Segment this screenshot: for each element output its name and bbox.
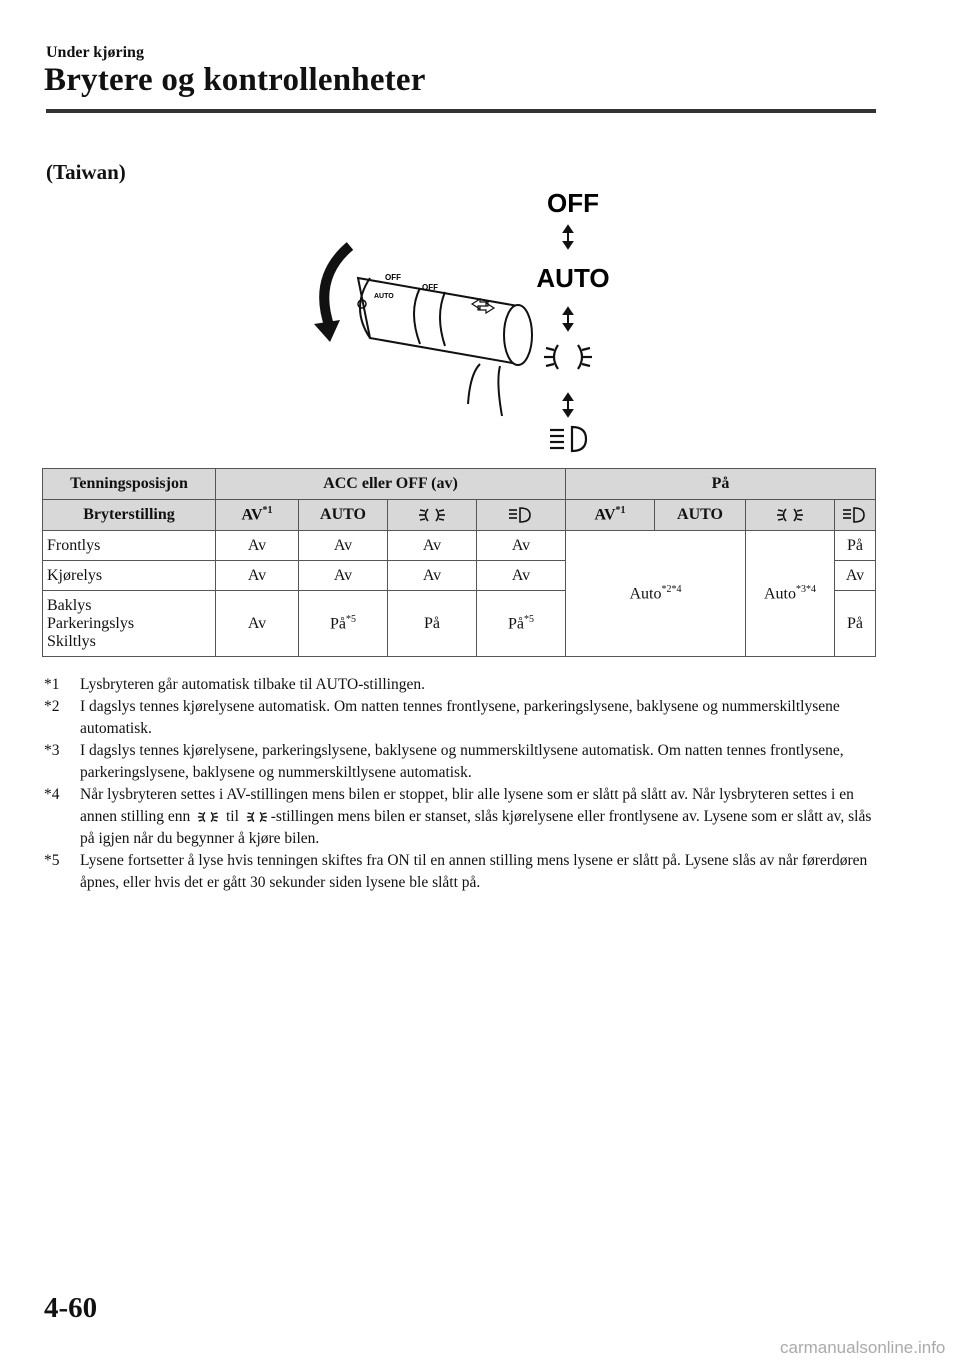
header-auto-on: AUTO [655,500,746,531]
header-auto: AUTO [299,500,388,531]
header-rule [46,109,876,113]
cell: Av [477,561,566,591]
page-title: Brytere og kontrollenheter [44,62,426,98]
cell: Av [388,561,477,591]
updown-arrow-icon [564,226,572,248]
cell: Av [299,561,388,591]
header-av-on: AV$^{*1}$ [566,500,655,531]
footnote: *1 Lysbryteren går automatisk tilbake til AUTO-stillingen. [44,676,425,693]
switch-stalk [314,246,532,416]
header-section-label: Under kjøring [46,44,144,61]
updown-arrow-icon [564,394,572,416]
footnote: *5 Lysene fortsetter å lyse hvis tenningen skiftes fra ON til en annen stilling mens lysene er slått på. Lysene slås av når førerdøren åpnes, eller hvis det er gått 30 sekunder siden lysene ble slått på. [44,852,868,891]
cell: På [835,591,876,657]
header-switch-pos: Bryterstilling [43,500,216,531]
headlight-low-icon [840,506,870,524]
table-row [43,531,876,561]
cell: $På^{*5}$ [477,591,566,657]
header-headlight [477,500,566,531]
cell: På [835,531,876,561]
table-header-row-2 [43,500,876,531]
footnote: *2 I dagslys tennes kjørelysene automatisk. Om natten tennes frontlysene, parkeringslysene, baklysene og nummerskiltlysene automatisk. [44,698,840,737]
page-number: 4-60 [44,1292,98,1324]
figure-label-auto: AUTO [536,263,610,293]
footnotes [44,674,876,894]
cell: Av [216,591,299,657]
parking-light-icon [194,810,222,824]
switch-label-auto: AUTO [374,293,394,300]
cell-merged-auto-2: Auto$^{*3*4}$ [746,531,835,657]
header-on: På [566,469,876,500]
cell: Av [477,531,566,561]
cell: Av [835,561,876,591]
cell-merged-auto-1: Auto$^{*2*4}$ [566,531,746,657]
updown-arrow-icon [564,308,572,330]
headlight-low-icon [506,506,536,524]
figure-label-off: OFF [547,188,599,218]
header-acc-off: ACC eller OFF (av) [216,469,566,500]
footnote: *3 I dagslys tennes kjørelysene, parkeringslysene, baklysene og nummerskiltlysene automatisk. Om natten tennes frontlysene, parkeringslysene, baklysene og nummerskiltlysene automatisk. [44,742,844,781]
cell: Av [216,561,299,591]
table-header-row-1 [43,469,876,500]
parking-light-icon [773,506,807,524]
section-title: (Taiwan) [46,160,126,184]
footnote: *4 Når lysbryteren settes i AV-stillingen mens bilen er stoppet, blir alle lysene som er slått på slått av. Når lysbryteren settes i en annen stilling enn til -stillingen mens bilen er stanset, slås kjørelysene eller frontlysene av. Lysene som er slått av, slås på igjen når du begynner å kjøre bilen. [44,786,872,847]
cell: Av [299,531,388,561]
row-label: Kjørelys [43,561,216,591]
row-label: Frontlys [43,531,216,561]
header-headlight-on [835,500,876,531]
cell: Av [216,531,299,561]
header-parking-on [746,500,835,531]
cell: Av [388,531,477,561]
header-ignition: Tenningsposisjon [43,469,216,500]
headlight-low-icon [550,427,586,451]
watermark: carmanualsonline.info [780,1338,946,1357]
lighting-table [42,468,876,657]
parking-light-icon [415,506,449,524]
parking-light-icon [544,345,592,369]
cell: $På^{*5}$ [299,591,388,657]
header-av: AV$^{*1}$ [216,500,299,531]
header-parking [388,500,477,531]
light-switch-figure [300,180,640,455]
row-label: Baklys Parkeringslys Skiltlys [43,591,216,657]
switch-label-off: OFF [385,273,401,282]
cell: På [388,591,477,657]
switch-label-off-2: OFF [422,283,438,292]
parking-light-icon [243,810,271,824]
